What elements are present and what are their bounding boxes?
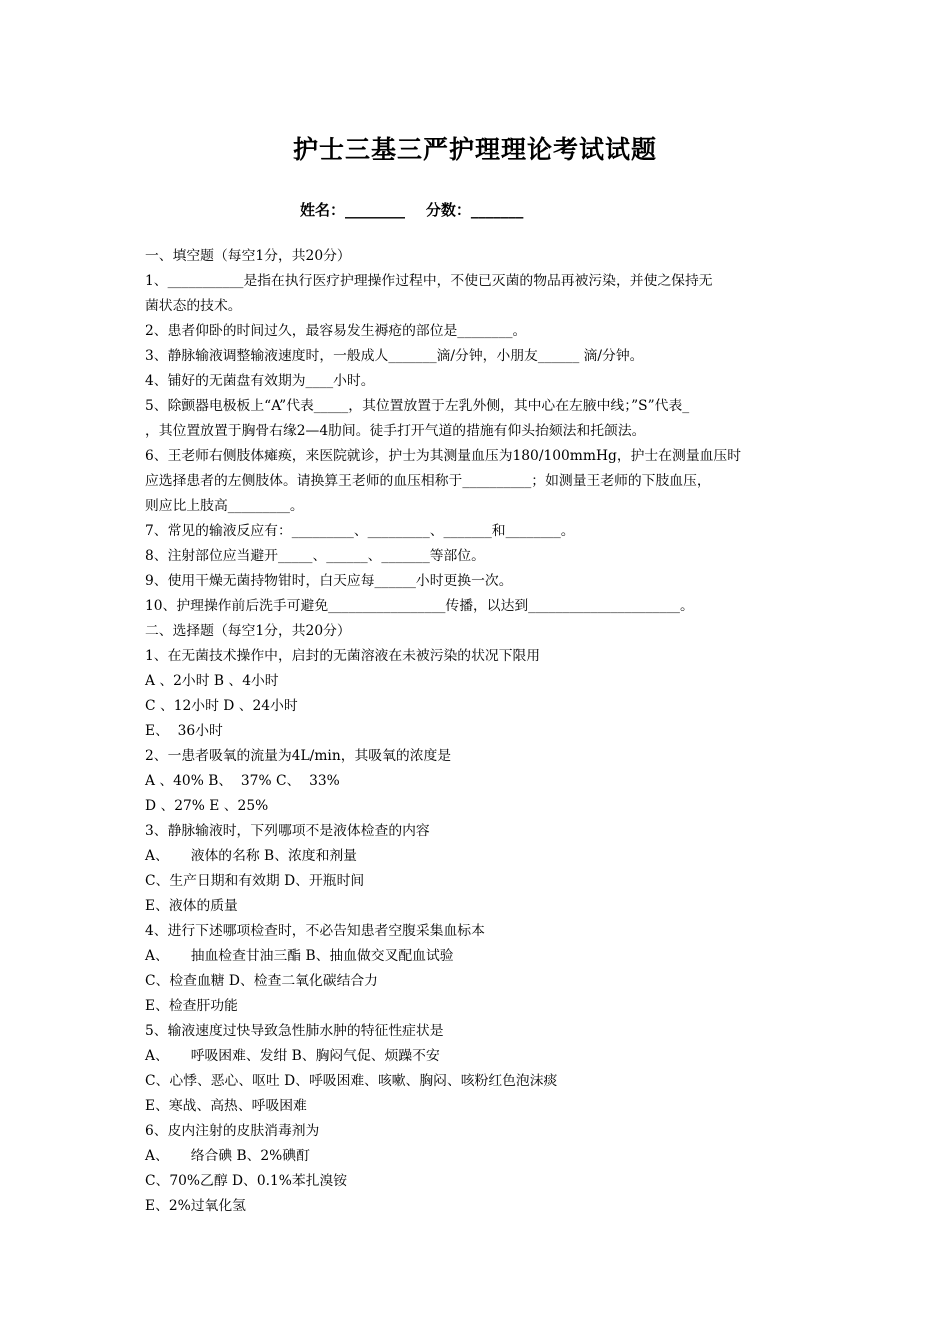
- option-line: A、 呼吸困难、发绀 B、胸闷气促、烦躁不安: [145, 1048, 440, 1064]
- question-line: 8、注射部位应当避开_____、______、_______等部位。: [145, 548, 485, 564]
- option-line: C、心悸、恶心、呕吐 D、呼吸困难、咳嗽、胸闷、咳粉红色泡沫痰: [145, 1073, 558, 1089]
- option-line: A、 液体的名称 B、浓度和剂量: [145, 848, 357, 864]
- section-heading-multiple-choice: 二、选择题（每空1分，共20分）: [145, 623, 351, 639]
- option-line: C、检查血糖 D、检查二氧化碳结合力: [145, 973, 378, 989]
- page-title: 护士三基三严护理理论考试试题: [292, 135, 657, 164]
- option-line: A、 抽血检查甘油三酯 B、抽血做交叉配血试验: [145, 948, 454, 964]
- option-line: E、液体的质量: [145, 898, 238, 914]
- option-line: C 、12小时 D 、24小时: [145, 698, 298, 714]
- option-line: D 、27% E 、25%: [145, 798, 269, 814]
- question-line: 9、使用干燥无菌持物钳时，白天应每______小时更换一次。: [145, 573, 513, 589]
- option-line: C、生产日期和有效期 D、开瓶时间: [145, 873, 365, 889]
- question-line: 5、除颤器电极板上“A”代表_____，其位置放置于左乳外侧，其中心在左腋中线；”S”代表_: [145, 398, 690, 414]
- question-line: 应选择患者的左侧肢体。请换算王老师的血压相称于__________；如测量王老师的下肢血压，: [145, 473, 711, 489]
- option-line: A 、40% B、 37% C、 33%: [145, 773, 340, 789]
- question-line: 1、___________是指在执行医疗护理操作过程中，不使已灭菌的物品再被污染，并使之保持无: [145, 273, 713, 289]
- question-line: 3、静脉输液调整输液速度时，一般成人_______滴/分钟，小朋友______ 滴/分钟。: [145, 348, 644, 364]
- question-line: 4、进行下述哪项检查时，不必告知患者空腹采集血标本: [145, 923, 485, 939]
- option-line: A 、2小时 B 、4小时: [145, 673, 279, 689]
- option-line: C、70%乙醇 D、0.1%苯扎溴铵: [145, 1173, 348, 1189]
- name-score-line: 姓名：________ 分数：_______: [300, 201, 524, 219]
- question-line: 2、一患者吸氧的流量为4L/min，其吸氧的浓度是: [145, 748, 452, 764]
- question-line: 菌状态的技术。: [145, 298, 242, 314]
- question-line: 1、在无菌技术操作中，启封的无菌溶液在未被污染的状况下限用: [145, 648, 541, 664]
- question-line: ，其位置放置于胸骨右缘2—4肋间。徒手打开气道的措施有仰头抬颏法和托颌法。: [145, 423, 646, 439]
- option-line: E、寒战、高热、呼吸困难: [145, 1098, 307, 1114]
- question-line: 则应比上肢高_________。: [145, 498, 304, 514]
- exam-content: [145, 244, 805, 1219]
- question-line: 4、铺好的无菌盘有效期为____小时。: [145, 373, 375, 389]
- option-line: E、检查肝功能: [145, 998, 238, 1014]
- question-line: 6、王老师右侧肢体瘫痪，来医院就诊，护士为其测量血压为180/100mmHg，护士在测量血压时: [145, 448, 742, 464]
- question-line: 6、皮内注射的皮肤消毒剂为: [145, 1123, 320, 1139]
- question-line: 3、静脉输液时，下列哪项不是液体检查的内容: [145, 823, 430, 839]
- question-line: 5、输液速度过快导致急性肺水肿的特征性症状是: [145, 1023, 444, 1039]
- option-line: E、 36小时: [145, 723, 223, 739]
- question-line: 7、常见的输液反应有：_________、_________、_______和________。: [145, 523, 575, 539]
- question-line: 10、护理操作前后洗手可避免_________________传播，以达到______________________。: [145, 598, 694, 614]
- question-line: 2、患者仰卧的时间过久，最容易发生褥疮的部位是________。: [145, 323, 527, 339]
- option-line: A、 络合碘 B、2%碘酊: [145, 1148, 310, 1164]
- section-heading-fill-in: 一、填空题（每空1分，共20分）: [145, 248, 351, 264]
- option-line: E、2%过氧化氢: [145, 1198, 246, 1214]
